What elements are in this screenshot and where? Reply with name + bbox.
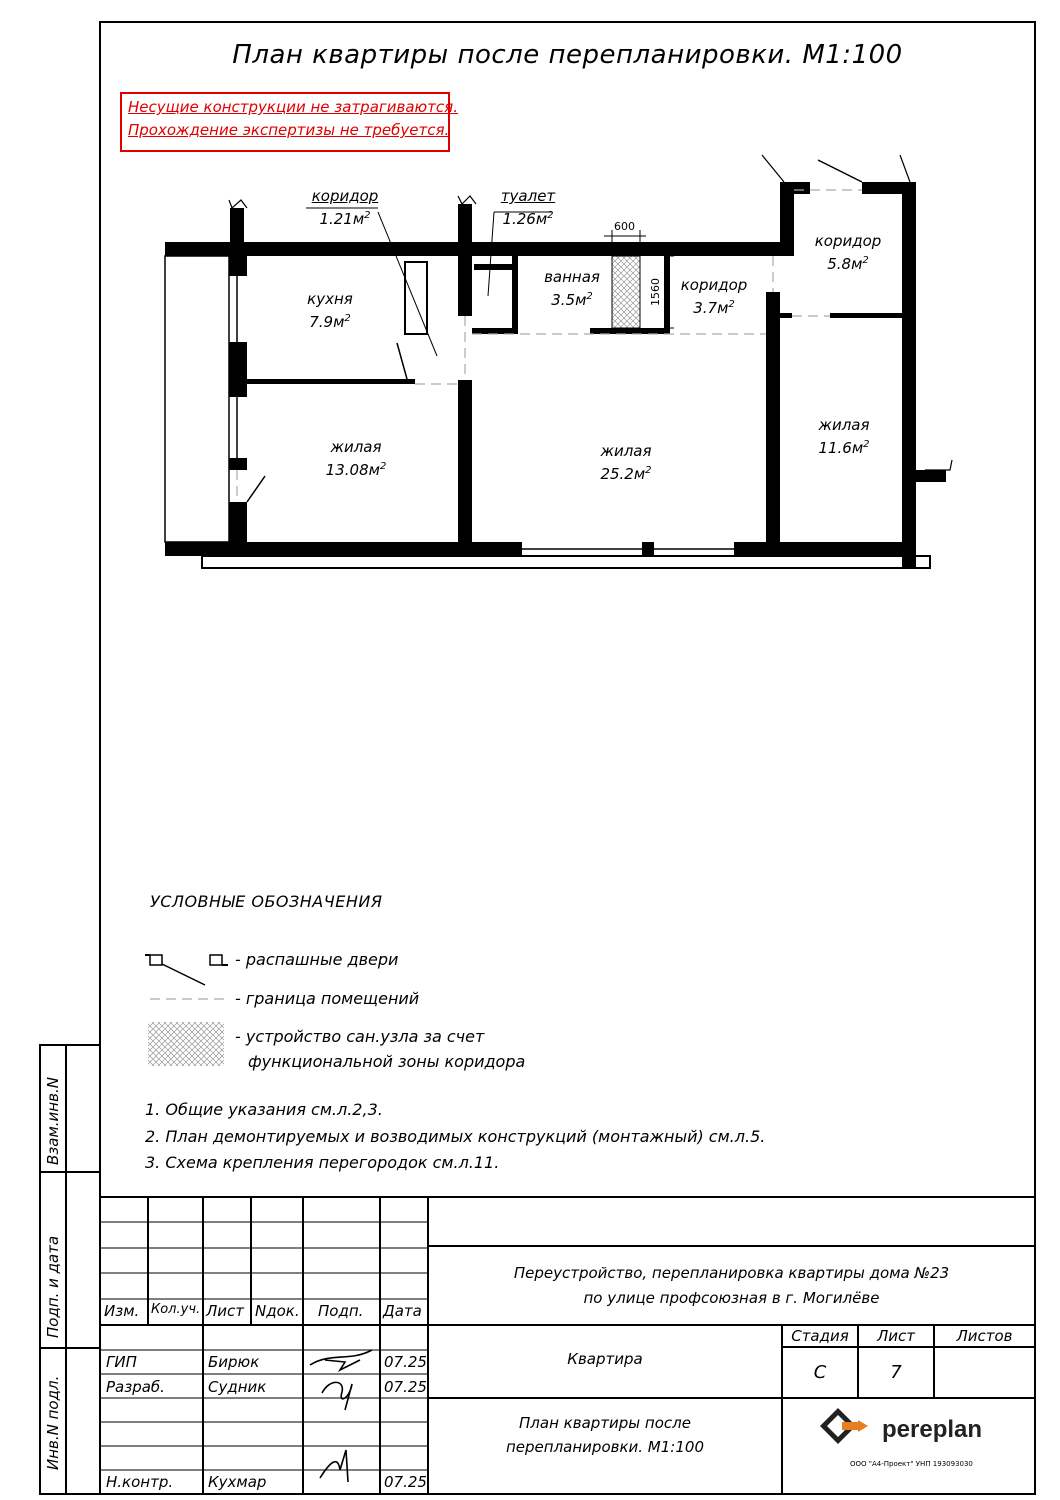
sheet-value: 7: [890, 1362, 902, 1383]
note-1: 1. Общие указания см.л.2,3.: [145, 1100, 383, 1119]
tb-name: Кухмар: [208, 1473, 267, 1491]
note-3: 3. Схема крепления перегородок см.л.11.: [145, 1153, 500, 1172]
tb-role: Н.контр.: [106, 1473, 174, 1491]
room-label: коридор $1.21м^2$: [311, 187, 379, 228]
project-line-1: Переустройство, перепланировка квартиры дома №23: [513, 1264, 950, 1282]
legend-sanitary-2: функциональной зоны коридора: [248, 1052, 526, 1071]
tb-date: 07.25: [384, 1353, 427, 1371]
tb-header-kol: Кол.уч.: [151, 1302, 201, 1317]
tb-role: Разраб.: [106, 1378, 165, 1396]
tb-name: Судник: [208, 1378, 267, 1396]
legend-title: УСЛОВНЫЕ ОБОЗНАЧЕНИЯ: [150, 892, 383, 911]
warning-box: [120, 92, 458, 152]
object-name: Квартира: [567, 1350, 643, 1368]
side-inv: Инв.N подл.: [44, 1375, 62, 1470]
legend-hatch-symbol: [148, 1022, 224, 1066]
tb-header-podp: Подп.: [318, 1302, 364, 1320]
stage-value: С: [813, 1362, 827, 1383]
legend-door-symbol: [145, 955, 228, 985]
dimension-width: 600: [614, 220, 635, 233]
signatures: [310, 1350, 372, 1482]
side-vzam: Взам.инв.N: [44, 1077, 62, 1165]
room-label: жилая $13.08м^2$: [325, 438, 387, 479]
room-label: жилая $25.2м^2$: [600, 442, 652, 483]
dimension-height: 1560: [649, 278, 662, 306]
sheet-title-2: перепланировки. М1:100: [506, 1438, 704, 1456]
room-label: туалет $1.26м^2$: [500, 187, 556, 228]
room-label: кухня $7.9м^2$: [307, 290, 353, 331]
legend-sanitary-1: - устройство сан.узла за счет: [235, 1027, 485, 1046]
tb-name: Бирюк: [208, 1353, 260, 1371]
side-podp: Подп. и дата: [44, 1235, 62, 1338]
tb-header-ndok: Nдок.: [255, 1302, 300, 1320]
project-line-2: по улице профсоюзная в г. Могилёве: [583, 1289, 880, 1307]
room-label: коридор $5.8м^2$: [814, 232, 882, 273]
company-caption: ООО "А4-Проект" УНП 193093030: [850, 1460, 973, 1468]
tb-header-data: Дата: [383, 1302, 422, 1320]
stage-label: Стадия: [791, 1327, 849, 1345]
tb-header-list: Лист: [206, 1302, 245, 1320]
legend-doors: - распашные двери: [235, 950, 399, 969]
tb-date: 07.25: [384, 1378, 427, 1396]
sheet-label: Лист: [876, 1327, 915, 1345]
room-label: жилая $11.6м^2$: [818, 416, 870, 457]
tb-role: ГИП: [106, 1353, 137, 1371]
tb-date: 07.25: [384, 1473, 427, 1491]
room-label: коридор $3.7м^2$: [680, 276, 748, 317]
page-title: План квартиры после перепланировки. М1:100: [232, 40, 903, 70]
sheets-label: Листов: [956, 1327, 1013, 1345]
sheet-title-1: План квартиры после: [519, 1414, 691, 1432]
note-2: 2. План демонтируемых и возводимых конструкций (монтажный) см.л.5.: [145, 1127, 766, 1146]
sanitary-zone: [612, 256, 640, 328]
legend-boundary: - граница помещений: [235, 989, 420, 1008]
warning-line-2: Прохождение экспертизы не требуется.: [128, 121, 450, 139]
logo-icon: [820, 1408, 868, 1444]
room-label: ванная $3.5м^2$: [544, 268, 600, 309]
logo-text: pereplan: [882, 1416, 983, 1443]
tb-header-izm: Изм.: [104, 1302, 140, 1320]
warning-line-1: Несущие конструкции не затрагиваются.: [128, 98, 458, 116]
